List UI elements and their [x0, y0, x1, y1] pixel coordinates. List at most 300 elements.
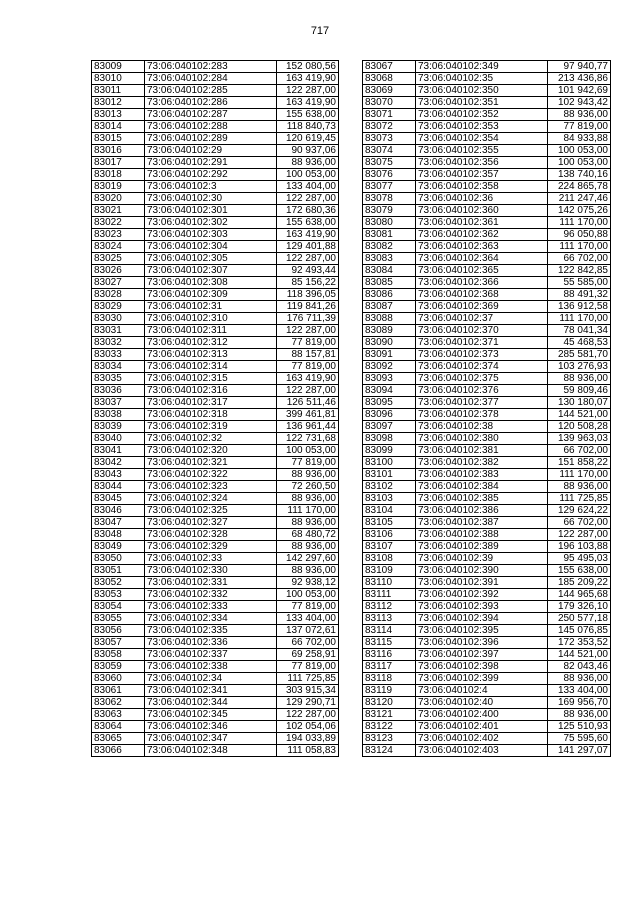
- cadastral-number-cell: 73:06:040102:332: [145, 589, 277, 601]
- table-row: [363, 109, 611, 121]
- table-row: [92, 553, 339, 565]
- cadastral-value-cell: 155 638,00: [548, 565, 611, 577]
- cadastral-number-cell: 73:06:040102:368: [416, 289, 548, 301]
- cadastral-number-cell: 73:06:040102:384: [416, 481, 548, 493]
- table-row: [363, 409, 611, 421]
- cadastral-number-cell: 73:06:040102:321: [145, 457, 277, 469]
- cadastral-value-cell: 152 080,56: [277, 61, 339, 73]
- cadastral-number-cell: 73:06:040102:287: [145, 109, 277, 121]
- cadastral-value-cell: 136 961,44: [277, 421, 339, 433]
- cadastral-number-cell: 73:06:040102:320: [145, 445, 277, 457]
- table-row: [92, 133, 339, 145]
- cadastral-number-cell: 73:06:040102:348: [145, 745, 277, 757]
- row-number-cell: 83087: [363, 301, 416, 313]
- cadastral-value-cell: 66 702,00: [548, 253, 611, 265]
- row-number-cell: 83115: [363, 637, 416, 649]
- row-number-cell: 83108: [363, 553, 416, 565]
- row-number-cell: 83122: [363, 721, 416, 733]
- cadastral-value-cell: 102 943,42: [548, 97, 611, 109]
- row-number-cell: 83016: [92, 145, 145, 157]
- table-row: [363, 745, 611, 757]
- cadastral-number-cell: 73:06:040102:383: [416, 469, 548, 481]
- row-number-cell: 83053: [92, 589, 145, 601]
- row-number-cell: 83032: [92, 337, 145, 349]
- table-row: [92, 385, 339, 397]
- cadastral-number-cell: 73:06:040102:390: [416, 565, 548, 577]
- cadastral-value-cell: 138 740,16: [548, 169, 611, 181]
- table-row: [92, 589, 339, 601]
- cadastral-value-cell: 163 419,90: [277, 229, 339, 241]
- cadastral-number-cell: 73:06:040102:385: [416, 493, 548, 505]
- table-row: [92, 169, 339, 181]
- table-row: [92, 457, 339, 469]
- cadastral-number-cell: 73:06:040102:371: [416, 337, 548, 349]
- table-row: [363, 121, 611, 133]
- cadastral-number-cell: 73:06:040102:381: [416, 445, 548, 457]
- table-row: [363, 97, 611, 109]
- cadastral-number-cell: 73:06:040102:357: [416, 169, 548, 181]
- table-row: [92, 397, 339, 409]
- table-row: [92, 541, 339, 553]
- cadastral-number-cell: 73:06:040102:319: [145, 421, 277, 433]
- cadastral-value-cell: 151 858,22: [548, 457, 611, 469]
- table-row: [363, 373, 611, 385]
- row-number-cell: 83027: [92, 277, 145, 289]
- cadastral-value-cell: 111 725,85: [277, 673, 339, 685]
- row-number-cell: 83050: [92, 553, 145, 565]
- row-number-cell: 83029: [92, 301, 145, 313]
- cadastral-number-cell: 73:06:040102:30: [145, 193, 277, 205]
- cadastral-value-cell: 125 510,93: [548, 721, 611, 733]
- cadastral-number-cell: 73:06:040102:386: [416, 505, 548, 517]
- cadastral-number-cell: 73:06:040102:283: [145, 61, 277, 73]
- cadastral-number-cell: 73:06:040102:396: [416, 637, 548, 649]
- table-row: [363, 469, 611, 481]
- table-row: [363, 493, 611, 505]
- cadastral-number-cell: 73:06:040102:402: [416, 733, 548, 745]
- row-number-cell: 83048: [92, 529, 145, 541]
- table-row: [363, 517, 611, 529]
- cadastral-value-cell: 100 053,00: [277, 589, 339, 601]
- row-number-cell: 83036: [92, 385, 145, 397]
- cadastral-number-cell: 73:06:040102:403: [416, 745, 548, 757]
- cadastral-number-cell: 73:06:040102:37: [416, 313, 548, 325]
- row-number-cell: 83020: [92, 193, 145, 205]
- cadastral-value-cell: 72 260,50: [277, 481, 339, 493]
- table-row: [92, 745, 339, 757]
- cadastral-number-cell: 73:06:040102:362: [416, 229, 548, 241]
- row-number-cell: 83043: [92, 469, 145, 481]
- cadastral-number-cell: 73:06:040102:335: [145, 625, 277, 637]
- table-row: [363, 565, 611, 577]
- row-number-cell: 83080: [363, 217, 416, 229]
- table-row: [363, 169, 611, 181]
- table-row: [92, 613, 339, 625]
- cadastral-number-cell: 73:06:040102:327: [145, 517, 277, 529]
- cadastral-value-cell: 119 841,26: [277, 301, 339, 313]
- cadastral-value-cell: 122 287,00: [548, 529, 611, 541]
- row-number-cell: 83104: [363, 505, 416, 517]
- table-row: [92, 289, 339, 301]
- row-number-cell: 83052: [92, 577, 145, 589]
- cadastral-number-cell: 73:06:040102:310: [145, 313, 277, 325]
- cadastral-value-cell: 77 819,00: [277, 457, 339, 469]
- cadastral-value-cell: 213 436,86: [548, 73, 611, 85]
- cadastral-value-cell: 122 731,68: [277, 433, 339, 445]
- cadastral-number-cell: 73:06:040102:392: [416, 589, 548, 601]
- table-row: [363, 241, 611, 253]
- row-number-cell: 83100: [363, 457, 416, 469]
- cadastral-value-cell: 88 936,00: [548, 481, 611, 493]
- cadastral-value-cell: 129 624,22: [548, 505, 611, 517]
- cadastral-number-cell: 73:06:040102:288: [145, 121, 277, 133]
- row-number-cell: 83057: [92, 637, 145, 649]
- cadastral-number-cell: 73:06:040102:363: [416, 241, 548, 253]
- cadastral-number-cell: 73:06:040102:398: [416, 661, 548, 673]
- cadastral-value-cell: 100 053,00: [277, 169, 339, 181]
- row-number-cell: 83089: [363, 325, 416, 337]
- cadastral-value-cell: 59 809,46: [548, 385, 611, 397]
- row-number-cell: 83070: [363, 97, 416, 109]
- cadastral-value-cell: 155 638,00: [277, 217, 339, 229]
- row-number-cell: 83071: [363, 109, 416, 121]
- row-number-cell: 83074: [363, 145, 416, 157]
- cadastral-value-cell: 194 033,89: [277, 733, 339, 745]
- cadastral-value-cell: 88 491,32: [548, 289, 611, 301]
- table-row: [363, 529, 611, 541]
- cadastral-number-cell: 73:06:040102:331: [145, 577, 277, 589]
- table-row: [363, 661, 611, 673]
- cadastral-value-cell: 77 819,00: [277, 337, 339, 349]
- cadastral-value-cell: 118 840,73: [277, 121, 339, 133]
- table-row: [92, 421, 339, 433]
- table-row: [92, 445, 339, 457]
- cadastral-number-cell: 73:06:040102:301: [145, 205, 277, 217]
- cadastral-number-cell: 73:06:040102:350: [416, 85, 548, 97]
- page-number: 717: [310, 25, 330, 37]
- row-number-cell: 83118: [363, 673, 416, 685]
- table-row: [363, 625, 611, 637]
- row-number-cell: 83058: [92, 649, 145, 661]
- cadastral-value-cell: 77 819,00: [277, 361, 339, 373]
- table-row: [363, 193, 611, 205]
- cadastral-value-cell: 139 963,03: [548, 433, 611, 445]
- row-number-cell: 83031: [92, 325, 145, 337]
- cadastral-number-cell: 73:06:040102:400: [416, 709, 548, 721]
- cadastral-value-cell: 129 290,71: [277, 697, 339, 709]
- cadastral-number-cell: 73:06:040102:394: [416, 613, 548, 625]
- table-row: [363, 133, 611, 145]
- table-row: [92, 721, 339, 733]
- row-number-cell: 83121: [363, 709, 416, 721]
- table-row: [92, 109, 339, 121]
- row-number-cell: 83064: [92, 721, 145, 733]
- table-row: [92, 121, 339, 133]
- cadastral-value-cell: 88 936,00: [277, 493, 339, 505]
- table-row: [92, 181, 339, 193]
- cadastral-number-cell: 73:06:040102:393: [416, 601, 548, 613]
- cadastral-value-cell: 88 936,00: [548, 709, 611, 721]
- cadastral-number-cell: 73:06:040102:341: [145, 685, 277, 697]
- cadastral-value-cell: 111 170,00: [548, 313, 611, 325]
- row-number-cell: 83075: [363, 157, 416, 169]
- cadastral-value-cell: 111 170,00: [548, 241, 611, 253]
- cadastral-value-cell: 211 247,46: [548, 193, 611, 205]
- row-number-cell: 83081: [363, 229, 416, 241]
- cadastral-value-cell: 122 287,00: [277, 385, 339, 397]
- cadastral-value-cell: 103 276,93: [548, 361, 611, 373]
- cadastral-value-cell: 137 072,61: [277, 625, 339, 637]
- row-number-cell: 83044: [92, 481, 145, 493]
- row-number-cell: 83088: [363, 313, 416, 325]
- table-row: [92, 469, 339, 481]
- table-row: [363, 361, 611, 373]
- table-row: [363, 337, 611, 349]
- cadastral-number-cell: 73:06:040102:303: [145, 229, 277, 241]
- table-row: [92, 433, 339, 445]
- row-number-cell: 83110: [363, 577, 416, 589]
- cadastral-number-cell: 73:06:040102:346: [145, 721, 277, 733]
- table-row: [363, 397, 611, 409]
- cadastral-value-cell: 133 404,00: [277, 181, 339, 193]
- cadastral-value-cell: 95 495,03: [548, 553, 611, 565]
- cadastral-number-cell: 73:06:040102:329: [145, 541, 277, 553]
- cadastral-value-cell: 285 581,70: [548, 349, 611, 361]
- cadastral-value-cell: 129 401,88: [277, 241, 339, 253]
- cadastral-value-cell: 75 595,60: [548, 733, 611, 745]
- row-number-cell: 83035: [92, 373, 145, 385]
- cadastral-number-cell: 73:06:040102:351: [416, 97, 548, 109]
- table-row: [92, 673, 339, 685]
- table-row: [363, 541, 611, 553]
- row-number-cell: 83015: [92, 133, 145, 145]
- cadastral-number-cell: 73:06:040102:391: [416, 577, 548, 589]
- table-row: [363, 709, 611, 721]
- row-number-cell: 83090: [363, 337, 416, 349]
- cadastral-number-cell: 73:06:040102:291: [145, 157, 277, 169]
- row-number-cell: 83040: [92, 433, 145, 445]
- cadastral-number-cell: 73:06:040102:29: [145, 145, 277, 157]
- cadastral-number-cell: 73:06:040102:292: [145, 169, 277, 181]
- cadastral-value-cell: 144 521,00: [548, 409, 611, 421]
- table-row: [363, 445, 611, 457]
- cadastral-number-cell: 73:06:040102:322: [145, 469, 277, 481]
- table-row: [92, 625, 339, 637]
- row-number-cell: 83116: [363, 649, 416, 661]
- cadastral-number-cell: 73:06:040102:323: [145, 481, 277, 493]
- cadastral-number-cell: 73:06:040102:349: [416, 61, 548, 73]
- table-row: [92, 649, 339, 661]
- cadastral-value-cell: 122 842,85: [548, 265, 611, 277]
- cadastral-number-cell: 73:06:040102:328: [145, 529, 277, 541]
- cadastral-number-cell: 73:06:040102:375: [416, 373, 548, 385]
- cadastral-value-cell: 176 711,39: [277, 313, 339, 325]
- cadastral-value-cell: 88 936,00: [277, 565, 339, 577]
- cadastral-value-cell: 126 511,46: [277, 397, 339, 409]
- cadastral-value-cell: 122 287,00: [277, 709, 339, 721]
- cadastral-number-cell: 73:06:040102:360: [416, 205, 548, 217]
- table-row: [92, 373, 339, 385]
- row-number-cell: 83101: [363, 469, 416, 481]
- cadastral-number-cell: 73:06:040102:353: [416, 121, 548, 133]
- cadastral-number-cell: 73:06:040102:307: [145, 265, 277, 277]
- cadastral-number-cell: 73:06:040102:33: [145, 553, 277, 565]
- cadastral-value-cell: 185 209,22: [548, 577, 611, 589]
- table-row: [92, 61, 339, 73]
- table-row: [92, 325, 339, 337]
- cadastral-number-cell: 73:06:040102:401: [416, 721, 548, 733]
- cadastral-value-cell: 84 933,88: [548, 133, 611, 145]
- cadastral-number-cell: 73:06:040102:316: [145, 385, 277, 397]
- row-number-cell: 83033: [92, 349, 145, 361]
- row-number-cell: 83025: [92, 253, 145, 265]
- row-number-cell: 83102: [363, 481, 416, 493]
- cadastral-number-cell: 73:06:040102:369: [416, 301, 548, 313]
- row-number-cell: 83059: [92, 661, 145, 673]
- table-row: [92, 661, 339, 673]
- table-row: [92, 205, 339, 217]
- cadastral-value-cell: 66 702,00: [277, 637, 339, 649]
- row-number-cell: 83097: [363, 421, 416, 433]
- row-number-cell: 83013: [92, 109, 145, 121]
- row-number-cell: 83083: [363, 253, 416, 265]
- table-row: [363, 697, 611, 709]
- row-number-cell: 83026: [92, 265, 145, 277]
- cadastral-value-cell: 88 936,00: [548, 673, 611, 685]
- cadastral-number-cell: 73:06:040102:355: [416, 145, 548, 157]
- left-register-table: [91, 60, 339, 757]
- table-row: [92, 145, 339, 157]
- table-row: [363, 277, 611, 289]
- table-row: [92, 709, 339, 721]
- row-number-cell: 83019: [92, 181, 145, 193]
- cadastral-number-cell: 73:06:040102:354: [416, 133, 548, 145]
- cadastral-number-cell: 73:06:040102:378: [416, 409, 548, 421]
- table-row: [363, 181, 611, 193]
- table-row: [92, 733, 339, 745]
- cadastral-value-cell: 133 404,00: [277, 613, 339, 625]
- row-number-cell: 83091: [363, 349, 416, 361]
- cadastral-number-cell: 73:06:040102:358: [416, 181, 548, 193]
- table-row: [363, 433, 611, 445]
- row-number-cell: 83112: [363, 601, 416, 613]
- row-number-cell: 83107: [363, 541, 416, 553]
- cadastral-value-cell: 102 054,06: [277, 721, 339, 733]
- cadastral-value-cell: 179 326,10: [548, 601, 611, 613]
- cadastral-value-cell: 88 936,00: [277, 517, 339, 529]
- cadastral-number-cell: 73:06:040102:324: [145, 493, 277, 505]
- row-number-cell: 83109: [363, 565, 416, 577]
- cadastral-value-cell: 111 170,00: [277, 505, 339, 517]
- row-number-cell: 83120: [363, 697, 416, 709]
- row-number-cell: 83024: [92, 241, 145, 253]
- cadastral-value-cell: 92 938,12: [277, 577, 339, 589]
- cadastral-number-cell: 73:06:040102:365: [416, 265, 548, 277]
- table-row: [92, 361, 339, 373]
- row-number-cell: 83113: [363, 613, 416, 625]
- row-number-cell: 83022: [92, 217, 145, 229]
- cadastral-value-cell: 122 287,00: [277, 85, 339, 97]
- row-number-cell: 83046: [92, 505, 145, 517]
- table-row: [92, 481, 339, 493]
- cadastral-number-cell: 73:06:040102:352: [416, 109, 548, 121]
- cadastral-number-cell: 73:06:040102:334: [145, 613, 277, 625]
- cadastral-number-cell: 73:06:040102:289: [145, 133, 277, 145]
- cadastral-value-cell: 142 297,60: [277, 553, 339, 565]
- table-row: [92, 217, 339, 229]
- table-row: [92, 493, 339, 505]
- cadastral-value-cell: 66 702,00: [548, 517, 611, 529]
- table-row: [92, 505, 339, 517]
- row-number-cell: 83096: [363, 409, 416, 421]
- row-number-cell: 83076: [363, 169, 416, 181]
- cadastral-value-cell: 141 297,07: [548, 745, 611, 757]
- row-number-cell: 83077: [363, 181, 416, 193]
- row-number-cell: 83094: [363, 385, 416, 397]
- table-row: [363, 289, 611, 301]
- cadastral-number-cell: 73:06:040102:373: [416, 349, 548, 361]
- table-row: [363, 505, 611, 517]
- cadastral-number-cell: 73:06:040102:387: [416, 517, 548, 529]
- row-number-cell: 83047: [92, 517, 145, 529]
- row-number-cell: 83018: [92, 169, 145, 181]
- cadastral-number-cell: 73:06:040102:38: [416, 421, 548, 433]
- row-number-cell: 83065: [92, 733, 145, 745]
- cadastral-value-cell: 111 058,83: [277, 745, 339, 757]
- cadastral-number-cell: 73:06:040102:309: [145, 289, 277, 301]
- cadastral-number-cell: 73:06:040102:333: [145, 601, 277, 613]
- row-number-cell: 83082: [363, 241, 416, 253]
- row-number-cell: 83106: [363, 529, 416, 541]
- row-number-cell: 83038: [92, 409, 145, 421]
- cadastral-value-cell: 88 157,81: [277, 349, 339, 361]
- cadastral-number-cell: 73:06:040102:395: [416, 625, 548, 637]
- table-row: [92, 265, 339, 277]
- cadastral-number-cell: 73:06:040102:347: [145, 733, 277, 745]
- table-row: [363, 553, 611, 565]
- row-number-cell: 83117: [363, 661, 416, 673]
- cadastral-number-cell: 73:06:040102:285: [145, 85, 277, 97]
- cadastral-value-cell: 172 680,36: [277, 205, 339, 217]
- cadastral-value-cell: 118 396,05: [277, 289, 339, 301]
- row-number-cell: 83062: [92, 697, 145, 709]
- table-row: [363, 613, 611, 625]
- cadastral-number-cell: 73:06:040102:3: [145, 181, 277, 193]
- cadastral-value-cell: 101 942,69: [548, 85, 611, 97]
- cadastral-value-cell: 68 480,72: [277, 529, 339, 541]
- table-row: [363, 637, 611, 649]
- row-number-cell: 83073: [363, 133, 416, 145]
- table-row: [363, 349, 611, 361]
- table-row: [363, 685, 611, 697]
- table-row: [363, 733, 611, 745]
- table-row: [92, 409, 339, 421]
- table-row: [92, 697, 339, 709]
- cadastral-value-cell: 303 915,34: [277, 685, 339, 697]
- cadastral-number-cell: 73:06:040102:382: [416, 457, 548, 469]
- cadastral-value-cell: 120 619,45: [277, 133, 339, 145]
- row-number-cell: 83010: [92, 73, 145, 85]
- cadastral-number-cell: 73:06:040102:31: [145, 301, 277, 313]
- cadastral-number-cell: 73:06:040102:315: [145, 373, 277, 385]
- cadastral-number-cell: 73:06:040102:374: [416, 361, 548, 373]
- row-number-cell: 83023: [92, 229, 145, 241]
- cadastral-value-cell: 55 585,00: [548, 277, 611, 289]
- row-number-cell: 83060: [92, 673, 145, 685]
- cadastral-number-cell: 73:06:040102:308: [145, 277, 277, 289]
- cadastral-number-cell: 73:06:040102:344: [145, 697, 277, 709]
- table-row: [363, 61, 611, 73]
